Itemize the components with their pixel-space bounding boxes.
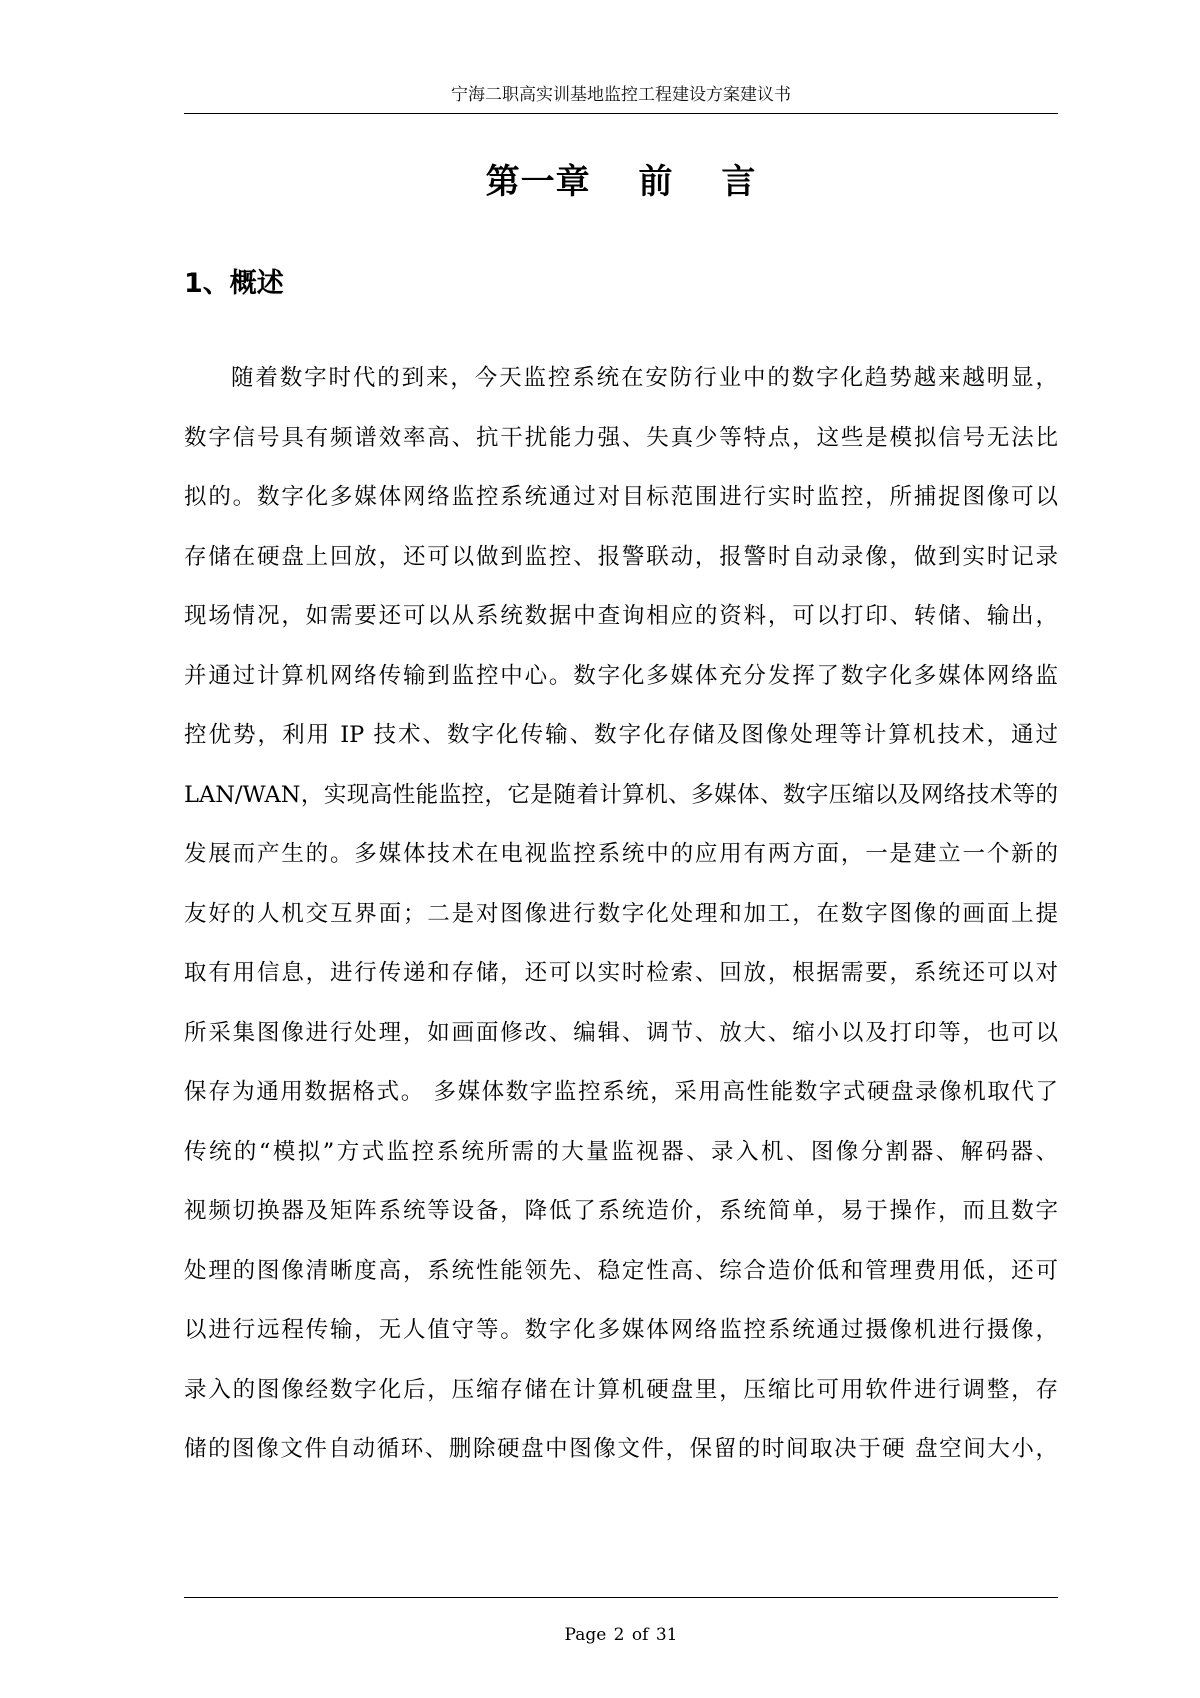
paragraph-line: 储的图像文件自动循环、删除硬盘中图像文件，保留的时间取决于硬 盘空间大小， [184, 1436, 1058, 1462]
chapter-title: 第一章 前 言 [485, 162, 757, 202]
section-heading: 1、概述 [184, 268, 284, 299]
paragraph-line: 拟的。数字化多媒体网络监控系统通过对目标范围进行实时监控，所捕捉图像可以 [184, 484, 1058, 510]
paragraph-line: 随着数字时代的到来，今天监控系统在安防行业中的数字化趋势越来越明显， [231, 365, 1058, 391]
paragraph-line: 取有用信息，进行传递和存储，还可以实时检索、回放，根据需要，系统还可以对 [184, 960, 1058, 986]
paragraph-line: 现场情况，如需要还可以从系统数据中查询相应的资料，可以打印、转储、输出， [184, 603, 1058, 629]
paragraph-line: 保存为通用数据格式。 多媒体数字监控系统，采用高性能数字式硬盘录像机取代了 [184, 1079, 1058, 1105]
running-header-title: 宁海二职高实训基地监控工程建设方案建议书 [451, 85, 791, 105]
header-divider [184, 113, 1058, 114]
paragraph-line: 以进行远程传输，无人值守等。数字化多媒体网络监控系统通过摄像机进行摄像， [184, 1317, 1058, 1343]
paragraph-line: 处理的图像清晰度高，系统性能领先、稳定性高、综合造价低和管理费用低，还可 [184, 1257, 1058, 1284]
paragraph-line: 友好的人机交互界面；二是对图像进行数字化处理和加工，在数字图像的画面上提 [184, 900, 1058, 927]
paragraph-line: 录入的图像经数字化后，压缩存储在计算机硬盘里，压缩比可用软件进行调整，存 [184, 1376, 1058, 1403]
paragraph-line: 所采集图像进行处理，如画面修改、编辑、调节、放大、缩小以及打印等，也可以 [184, 1019, 1058, 1046]
footer-divider [184, 1597, 1058, 1598]
paragraph-line: 存储在硬盘上回放，还可以做到监控、报警联动，报警时自动录像，做到实时记录 [184, 543, 1058, 570]
paragraph-line: LAN/WAN，实现高性能监控，它是随着计算机、多媒体、数字压缩以及网络技术等的 [184, 781, 1058, 808]
paragraph-line: 视频切换器及矩阵系统等设备，降低了系统造价，系统简单，易于操作，而且数字 [184, 1198, 1058, 1224]
paragraph-line: 发展而产生的。多媒体技术在电视监控系统中的应用有两方面，一是建立一个新的 [184, 841, 1058, 867]
page-number: Page 2 of 31 [564, 1625, 678, 1645]
paragraph-line: 并通过计算机网络传输到监控中心。数字化多媒体充分发挥了数字化多媒体网络监 [184, 662, 1058, 689]
body-paragraph [184, 363, 1058, 1494]
paragraph-line: 数字信号具有频谱效率高、抗干扰能力强、失真少等特点，这些是模拟信号无法比 [184, 424, 1058, 451]
paragraph-line: 控优势，利用 IP 技术、数字化传输、数字化存储及图像处理等计算机技术，通过 [184, 722, 1058, 748]
paragraph-line: 传统的“模拟”方式监控系统所需的大量监视器、录入机、图像分割器、解码器、 [184, 1138, 1058, 1165]
